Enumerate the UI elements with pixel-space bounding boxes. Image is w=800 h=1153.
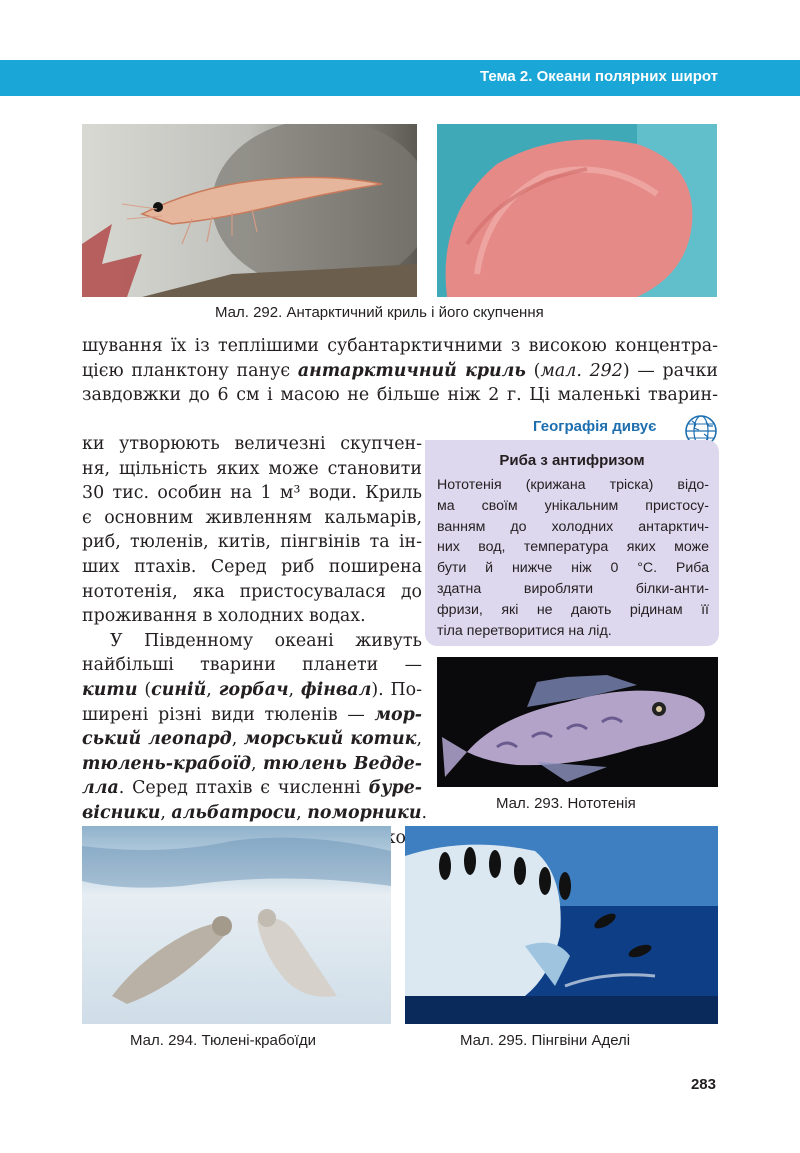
text-line: шування їх із теплішими субантарктичними з високою концентра-	[82, 336, 718, 356]
fish-photo	[437, 657, 718, 787]
text-line: ширені різні види тюленів — мор-	[82, 704, 422, 725]
text-line: найбільші тварини планети —	[82, 655, 422, 676]
text-line: цією планктону панує антарктичний криль (мал. 292) — рачки	[82, 360, 718, 381]
header-band	[0, 60, 800, 96]
fact-line: ма своїм унікальним пристосу-	[437, 497, 709, 514]
krill-photo	[82, 124, 417, 297]
text-line: риб, тюленів, китів, пінгвінів та ін-	[82, 532, 422, 553]
fact-line: фризи, які не дають рідинам її	[437, 601, 709, 618]
body-text-top	[82, 334, 718, 408]
text-line: ня, щільність яких може становити	[82, 458, 422, 479]
krill-caption: Мал. 292. Антарктичний криль і його скупчення	[215, 304, 544, 321]
krill-swarm-photo	[437, 124, 717, 297]
topic-title: Тема 2. Океани полярних широт	[479, 68, 718, 85]
text-line: кити (синій, горбач, фінвал). По-	[82, 679, 423, 700]
fact-box	[425, 440, 719, 646]
fact-box-text	[437, 475, 709, 641]
fact-line: них вод, температура яких може	[437, 539, 709, 556]
text-line: тюлень-крабоїд, тюлень Ведде-	[82, 753, 422, 774]
text-line: також	[364, 827, 422, 848]
fact-box-title: Риба з антифризом	[499, 452, 645, 469]
text-line: нототенія, яка пристосувалася до	[82, 581, 422, 602]
fact-line: бути й нижче ніж 0 °С. Риба	[437, 560, 709, 577]
fact-line: ванням до холодних антарктич-	[437, 518, 709, 535]
body-text-column	[82, 432, 427, 850]
fact-line: здатна виробляти білки-анти-	[437, 580, 709, 597]
sidebar-heading: Географія дивує	[533, 418, 657, 435]
text-line: вісники, альбатроси, поморники.	[82, 802, 427, 823]
text-line: завдовжки до 6 см і масою не більше ніж 2 г. Ці маленькі тварин-	[82, 385, 718, 406]
penguins-caption: Мал. 295. Пінгвіни Аделі	[460, 1032, 631, 1049]
penguins-photo	[405, 826, 718, 1024]
text-line: ших птахів. Серед риб поширена	[82, 556, 422, 577]
page-number: 283	[690, 1076, 716, 1093]
seals-caption: Мал. 294. Тюлені-крабоїди	[130, 1032, 317, 1049]
text-line: ський леопард, морський котик,	[82, 729, 422, 750]
text-line: ки утворюють величезні скупчен-	[82, 434, 422, 454]
text-line: проживання в холодних водах.	[82, 606, 366, 627]
fish-caption: Мал. 293. Нототенія	[496, 795, 636, 812]
text-line: є основним живленням кальмарів,	[82, 507, 422, 528]
text-line: У Південному океані живуть	[110, 630, 422, 651]
fact-line: тіла перетворитися на лід.	[437, 622, 612, 639]
fact-line: Нототенія (крижана тріска) відо-	[437, 477, 709, 493]
text-line: 30 тис. особин на 1 м³ води. Криль	[82, 483, 422, 504]
seals-photo	[82, 826, 391, 1024]
text-line: лла. Серед птахів є численні буре-	[82, 778, 422, 799]
